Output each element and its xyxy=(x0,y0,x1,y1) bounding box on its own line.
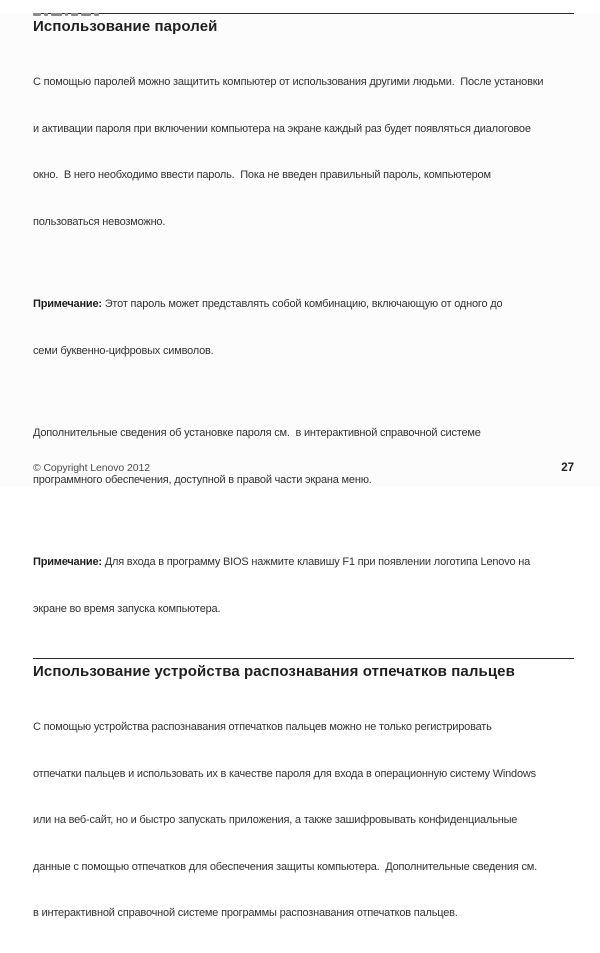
section-fingerprint xyxy=(33,658,580,953)
manual-page xyxy=(0,13,600,919)
text-line xyxy=(33,555,580,571)
text-line: пользоваться невозможно. xyxy=(33,215,166,228)
text-line: данные с помощью отпечатков для обеспечения защиты компьютера. Дополнительные сведения см. xyxy=(33,860,537,873)
text-line: программного обеспечения, доступной в правой части экрана меню. xyxy=(33,473,372,486)
text-line: Дополнительные сведения об установке пароля см. в интерактивной справочной системе xyxy=(33,427,481,439)
paragraph xyxy=(33,44,580,261)
cropped-header-fragment xyxy=(33,13,99,16)
section-passwords xyxy=(33,13,580,648)
text-line: экране во время запуска компьютера. xyxy=(33,602,221,615)
text-line: С помощью паролей можно защитить компьютер от использования другими людьми. После установки xyxy=(33,76,544,88)
section-rule xyxy=(33,658,574,659)
text-line xyxy=(33,297,580,313)
text-line: окно. В него необходимо ввести пароль. Пока не введен правильный пароль, компьютером xyxy=(33,169,491,181)
section-rule xyxy=(33,13,574,14)
text-line: или на веб-сайт, но и быстро запускать приложения, а также зашифровывать конфиденциальные xyxy=(33,814,518,826)
note-text: Этот пароль может представлять собой комбинацию, включающую от одного до xyxy=(101,298,503,310)
section-title: Использование устройства распознавания отпечатков пальцев xyxy=(33,663,515,680)
note-paragraph xyxy=(33,524,580,648)
section-title: Использование паролей xyxy=(33,18,218,35)
paragraph xyxy=(33,689,580,953)
text-line: С помощью устройства распознавания отпечатков пальцев можно не только регистрировать xyxy=(33,721,492,733)
note-text: Для входа в программу BIOS нажмите клавишу F1 при появлении логотипа Lenovo на xyxy=(101,556,531,568)
paragraph xyxy=(33,395,580,519)
page-footer xyxy=(33,462,574,474)
footer-copyright: © Copyright Lenovo 2012 xyxy=(33,462,150,474)
text-line: семи буквенно-цифровых символов. xyxy=(33,344,214,357)
note-label: Примечание: xyxy=(33,556,102,568)
text-line: и активации пароля при включении компьютера на экране каждый раз будет появляться диалоговое xyxy=(33,122,531,135)
text-line: в интерактивной справочной системе программы распознавания отпечатков пальцев. xyxy=(33,907,458,919)
note-label: Примечание: xyxy=(33,298,102,310)
text-line: отпечатки пальцев и использовать их в качестве пароля для входа в операционную систему Windows xyxy=(33,767,536,780)
page-number: 27 xyxy=(561,462,574,474)
note-paragraph xyxy=(33,266,580,390)
